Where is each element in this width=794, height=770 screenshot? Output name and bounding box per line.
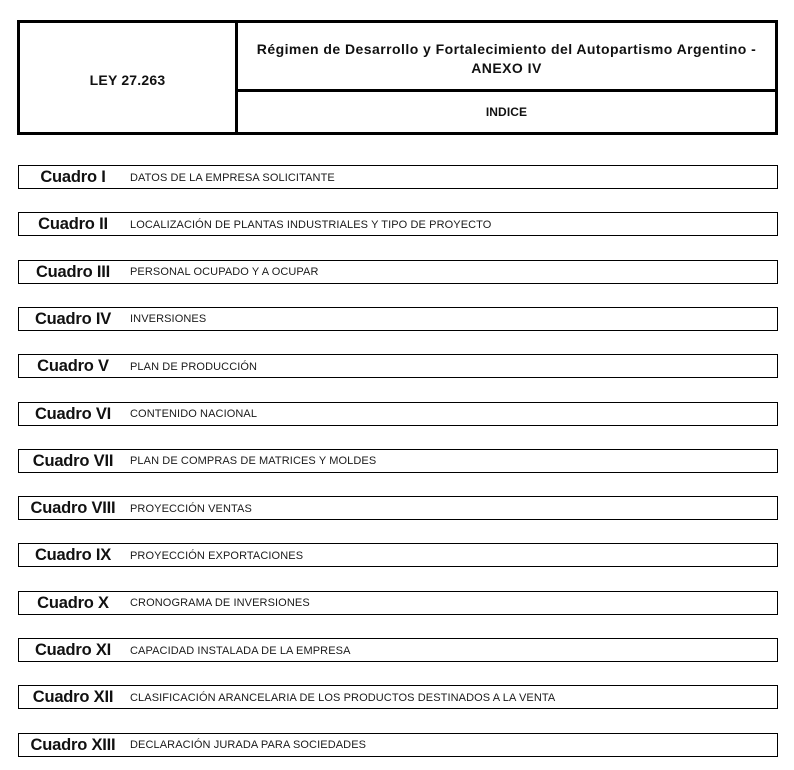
toc-item-label: Cuadro IV [34,309,112,328]
toc-item-label: Cuadro I [40,168,106,186]
toc-item-cuadro-vi[interactable] [18,402,778,426]
toc-item-description: DECLARACIÓN JURADA PARA SOCIEDADES [130,739,367,752]
toc-item-cuadro-i[interactable] [18,165,778,189]
document-title [238,23,775,92]
toc-item-label: Cuadro X [37,593,109,612]
toc-item-description: CONTENIDO NACIONAL [130,408,258,420]
toc-item-label: Cuadro XIII [30,735,116,754]
toc-item-cuadro-xii[interactable] [18,685,778,709]
toc-item-label: Cuadro VI [34,404,112,423]
toc-item-description: LOCALIZACIÓN DE PLANTAS INDUSTRIALES Y TIPO DE PROYECTO [130,218,492,231]
toc-item-label: Cuadro VIII [30,499,116,518]
toc-item-label: Cuadro XI [34,641,112,659]
title-cell [238,23,775,132]
toc-item-cuadro-ix[interactable] [18,543,778,567]
law-cell [20,23,238,132]
toc-item-description: CRONOGRAMA DE INVERSIONES [130,597,310,610]
toc-item-description: PLAN DE COMPRAS DE MATRICES Y MOLDES [130,455,377,468]
law-number: LEY 27.263 [89,71,166,88]
toc-item-cuadro-xi[interactable] [18,638,778,662]
toc-item-label: Cuadro VII [32,451,114,470]
toc-item-cuadro-x[interactable] [18,591,778,615]
toc-item-description: PROYECCIÓN EXPORTACIONES [130,549,304,562]
toc-item-label: Cuadro II [38,215,108,234]
toc-item-cuadro-ii[interactable] [18,212,778,236]
toc-item-description: CLASIFICACIÓN ARANCELARIA DE LOS PRODUCTOS DESTINADOS A LA VENTA [130,691,556,704]
toc-item-description: PROYECCIÓN VENTAS [130,502,252,515]
toc-item-cuadro-iv[interactable] [18,307,778,331]
toc-item-label: Cuadro III [35,262,111,281]
toc-item-description: PERSONAL OCUPADO Y A OCUPAR [130,266,319,279]
toc-item-cuadro-vii[interactable] [18,449,778,473]
toc-item-label: Cuadro V [37,357,109,376]
toc-item-label: Cuadro XII [32,688,114,707]
document-title-line-1: Régimen de Desarrollo y Fortalecimiento del Autopartismo Argentino - [256,41,757,57]
toc-item-cuadro-xiii[interactable] [18,733,778,757]
toc-item-cuadro-iii[interactable] [18,260,778,284]
document-header [17,20,778,135]
index-heading-cell [238,92,775,132]
toc-item-description: CAPACIDAD INSTALADA DE LA EMPRESA [130,644,351,657]
toc-item-description: DATOS DE LA EMPRESA SOLICITANTE [130,171,335,184]
document-title-line-2: ANEXO IV [471,60,542,76]
toc-item-label: Cuadro IX [34,546,112,565]
toc-item-cuadro-v[interactable] [18,354,778,378]
index-heading: INDICE [485,105,528,119]
toc-item-cuadro-viii[interactable] [18,496,778,520]
toc-item-description: PLAN DE PRODUCCIÓN [130,360,258,373]
toc-item-description: INVERSIONES [130,313,207,326]
